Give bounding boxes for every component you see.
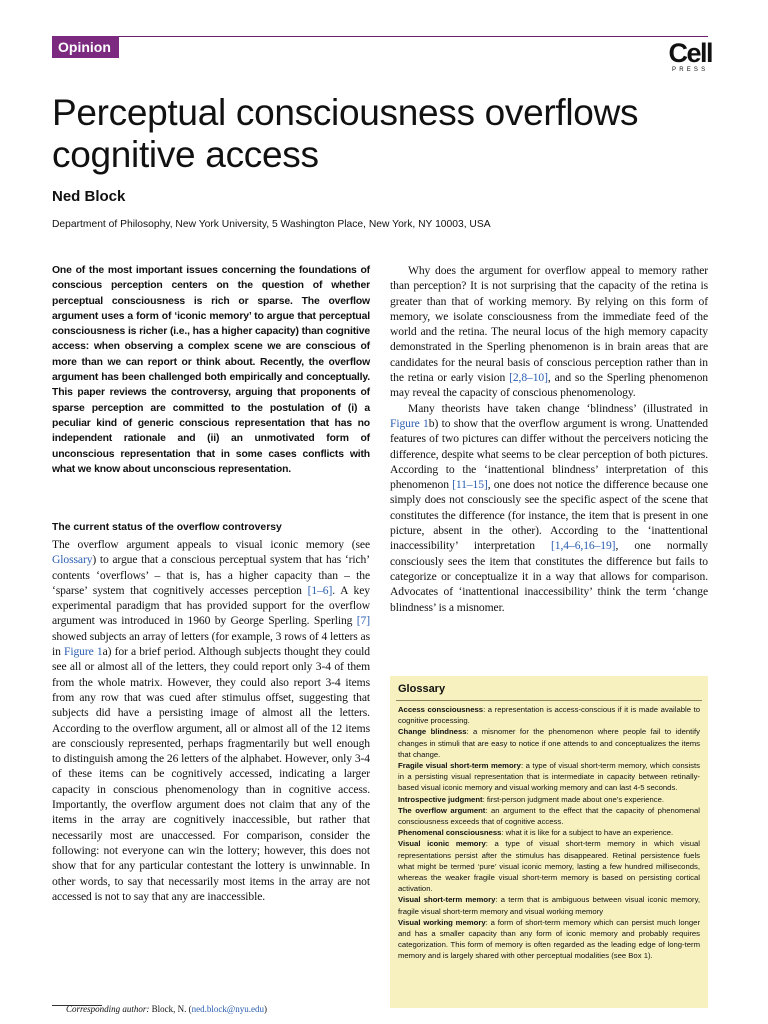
glossary-entry (398, 917, 700, 962)
text-run: , one does not notice the difference because one simply does not consciously see the specific aspect of the scene that constitutes the difference (for instance, the item that is present in one picture, absent in the other). According to the ‘inattentional inaccessibility’ interpretation (390, 478, 708, 553)
author-affiliation: Department of Philosophy, New York University, 5 Washington Place, New York, NY 10003, USA (52, 219, 491, 230)
glossary-term: Fragile visual short-term memory (398, 761, 521, 771)
text-run: The overflow argument appeals to visual iconic memory (see (52, 538, 370, 551)
section-heading: The current status of the overflow controversy (52, 522, 282, 533)
logo-sub: PRESS (672, 67, 709, 73)
glossary-entry (398, 838, 700, 894)
footnote-close: ) (263, 1004, 267, 1014)
glossary-term: The overflow argument (398, 805, 486, 815)
text-run: , and so the Sperling phenomenon may reveal the capacity of conscious phenomenology. (390, 371, 708, 400)
publisher-logo (656, 40, 712, 73)
glossary-term: Introspective judgment (398, 794, 483, 804)
article-author: Ned Block (52, 188, 126, 205)
glossary-term: Access consciousness (398, 705, 484, 714)
glossary-entry (398, 894, 700, 916)
glossary-definition: : a type of visual short-term memory, which consists in a persisting visual representation that is intermediate in capacity between retinally-based visual iconic memory and visual working memory and can last 4-5 seconds. (398, 761, 700, 793)
paragraph (390, 263, 708, 401)
glossary-entry (398, 805, 700, 827)
glossary-term: Phenomenal consciousness (398, 828, 502, 838)
paragraph (390, 401, 708, 615)
corresponding-author-footnote (66, 1004, 267, 1014)
citation-link[interactable]: [2,8–10] (509, 371, 548, 385)
glossary-entry (398, 726, 700, 760)
article-title: Perceptual consciousness overflows cognitive access (52, 92, 639, 175)
abstract: One of the most important issues concerning the foundations of conscious perception centers on the question of whether perceptual consciousness is rich or sparse. The overflow argument uses a form of ‘iconic memory’ to argue that perceptual consciousness is richer (i.e., has a higher capacity) than cognitive access: when observing a complex scene we are conscious of more than we can report or think about. Recently, the overflow argument has been challenged both empirically and conceptually. This paper reviews the controversy, arguing that proponents of sparse perception are committed to the postulation of (i) a peculiar kind of generic conscious representation that has no independent rationale and (ii) an unmotivated form of unconscious representation that in some cases conflicts with what we know about unconscious representation. (52, 265, 370, 475)
glossary-definition: : first-person judgment made about one’s experience. (482, 794, 665, 804)
glossary-divider (396, 700, 702, 701)
glossary-entry (398, 794, 700, 805)
header-rule (52, 36, 708, 57)
email-link[interactable]: ned.block@nyu.edu (191, 1004, 264, 1014)
citation-link[interactable]: [1–6] (307, 583, 333, 597)
text-run: a) for a brief period. Although subjects thought they could see all or almost all of the letters, they could report only 3-4 of them from the whole matrix. However, they could also report 3-4 items from any row that was cued after stimulus offset, suggesting that subjects did have a persisting image of almost all the letters. According to the overflow argument, all or almost all of the 12 items are consciously represented, perhaps fragmentarily but well enough to distinguish among the 26 letters of the alphabet. However, only 3-4 of these items can be cognitively accessed, indicating a larger capacity in conscious phenomenology than in cognitive access. Importantly, the overflow argument does not claim that any of the items in the array are cognitively inaccessible, but rather that necessarily most are unaccessed. For comparison, consider the following: not everyone can win the lottery; however, this does not show that for any particular contestant the lottery is unwinnable. In other words, to say that necessarily most items in the array are not accessed is not to say that any are inaccessible. (52, 645, 370, 903)
glossary-box (390, 676, 708, 1008)
glossary-entry (398, 827, 700, 838)
glossary-definition: : a form of short-term memory which can persist much longer and has a smaller capacity than any form of iconic memory and probably requires categorization. This form of memory is often regarded as the leading edge of long-term memory and is largely shared with other perceptual modalities (see Box 1). (398, 917, 700, 961)
glossary-definition: : an argument to the effect that the capacity of phenomenal consciousness exceeds that of cognitive access. (398, 805, 700, 827)
text-run: b) to show that the overflow argument is wrong. Unattended features of two pictures can differ without the perceivers noticing the difference, despite what seems to be clear perception of both pictures. According to the ‘inattentional blindness’ interpretation of this phenomenon (390, 416, 709, 492)
text-run: showed subjects an array of letters (for example, 3 rows of 4 letters as in (52, 629, 370, 659)
paragraph (52, 537, 370, 904)
glossary-term: Visual working memory (398, 917, 486, 927)
glossary-definition: : a representation is access-conscious if it is made available to cognitive processing. (398, 705, 701, 726)
glossary-definition: : a type of visual short-term memory in which visual representations persist after the stimulus has disappeared. Retinal persistence fuels what might be termed ‘pure’ visual iconic memory, lasting a few hundred milliseconds, whereas the weaker fragile visual short-term memory is based on persisting cortical activation. (398, 839, 701, 894)
glossary-link[interactable]: Glossary (52, 553, 93, 567)
glossary-title: Glossary (398, 683, 446, 695)
text-run: Why does the argument for overflow appeal to memory rather than perception? It is not surprising that the capacity of the retina is greater than that of working memory. By relying on this form of memory, we isolate consciousness from the immediate feed of the world and the retina. The neural locus of the high memory capacity demonstrated in the Sperling phenomenon is in brain areas that are candidates for the neural basis of conscious perception rather than in the retina or early vision (390, 264, 708, 385)
text-run: . A key experimental paradigm that has provided support for the overflow argument was introduced in 1960 by George Sperling. Sperling (52, 583, 370, 628)
footnote-label: Corresponding author: (66, 1004, 150, 1014)
figure-link[interactable]: Figure 1 (390, 416, 429, 430)
footnote-name: Block, N. ( (149, 1004, 192, 1014)
text-run: ) to argue that a conscious perceptual system that has ‘rich’ contents ‘overflows’ – that is, has a higher capacity than – the ‘sparse’ system that cognitively accesses perception (52, 553, 370, 597)
glossary-definition: : a term that is ambiguous between visual iconic memory, fragile visual short-term memory and visual working memory (398, 895, 700, 916)
glossary-entry (398, 760, 700, 794)
section-badge: Opinion (52, 36, 119, 58)
glossary-term: Change blindness (398, 727, 467, 737)
glossary-definition: : what it is like for a subject to have an experience. (501, 828, 674, 838)
glossary-term: Visual iconic memory (398, 839, 486, 849)
text-run: Many theorists have taken change ‘blindness’ (illustrated in (408, 401, 708, 415)
citation-link[interactable]: [11–15] (452, 478, 488, 492)
glossary-definition: : a misnomer for the phenomenon where people fail to identify changes in stimuli that are easy to notice if one attends to and conceptualizes the items that change. (398, 727, 700, 759)
figure-link[interactable]: Figure 1 (64, 645, 103, 659)
logo-main: Cell (668, 38, 712, 68)
citation-link[interactable]: [7] (356, 614, 370, 628)
right-column-body (390, 263, 708, 615)
glossary-term: Visual short-term memory (398, 895, 496, 905)
glossary-entry (398, 704, 700, 726)
glossary-entries (398, 704, 700, 962)
text-run: , one normally consciously sees the item that constitutes the difference but fails to categorize or conceptualize it in a way that allows for comparison. Advocates of ‘inattentional inaccessibility’ think the term ‘change blindness’ is a misnomer. (390, 539, 708, 614)
left-column-body (52, 537, 370, 904)
citation-link[interactable]: [1,4–6,16–19] (551, 539, 616, 553)
